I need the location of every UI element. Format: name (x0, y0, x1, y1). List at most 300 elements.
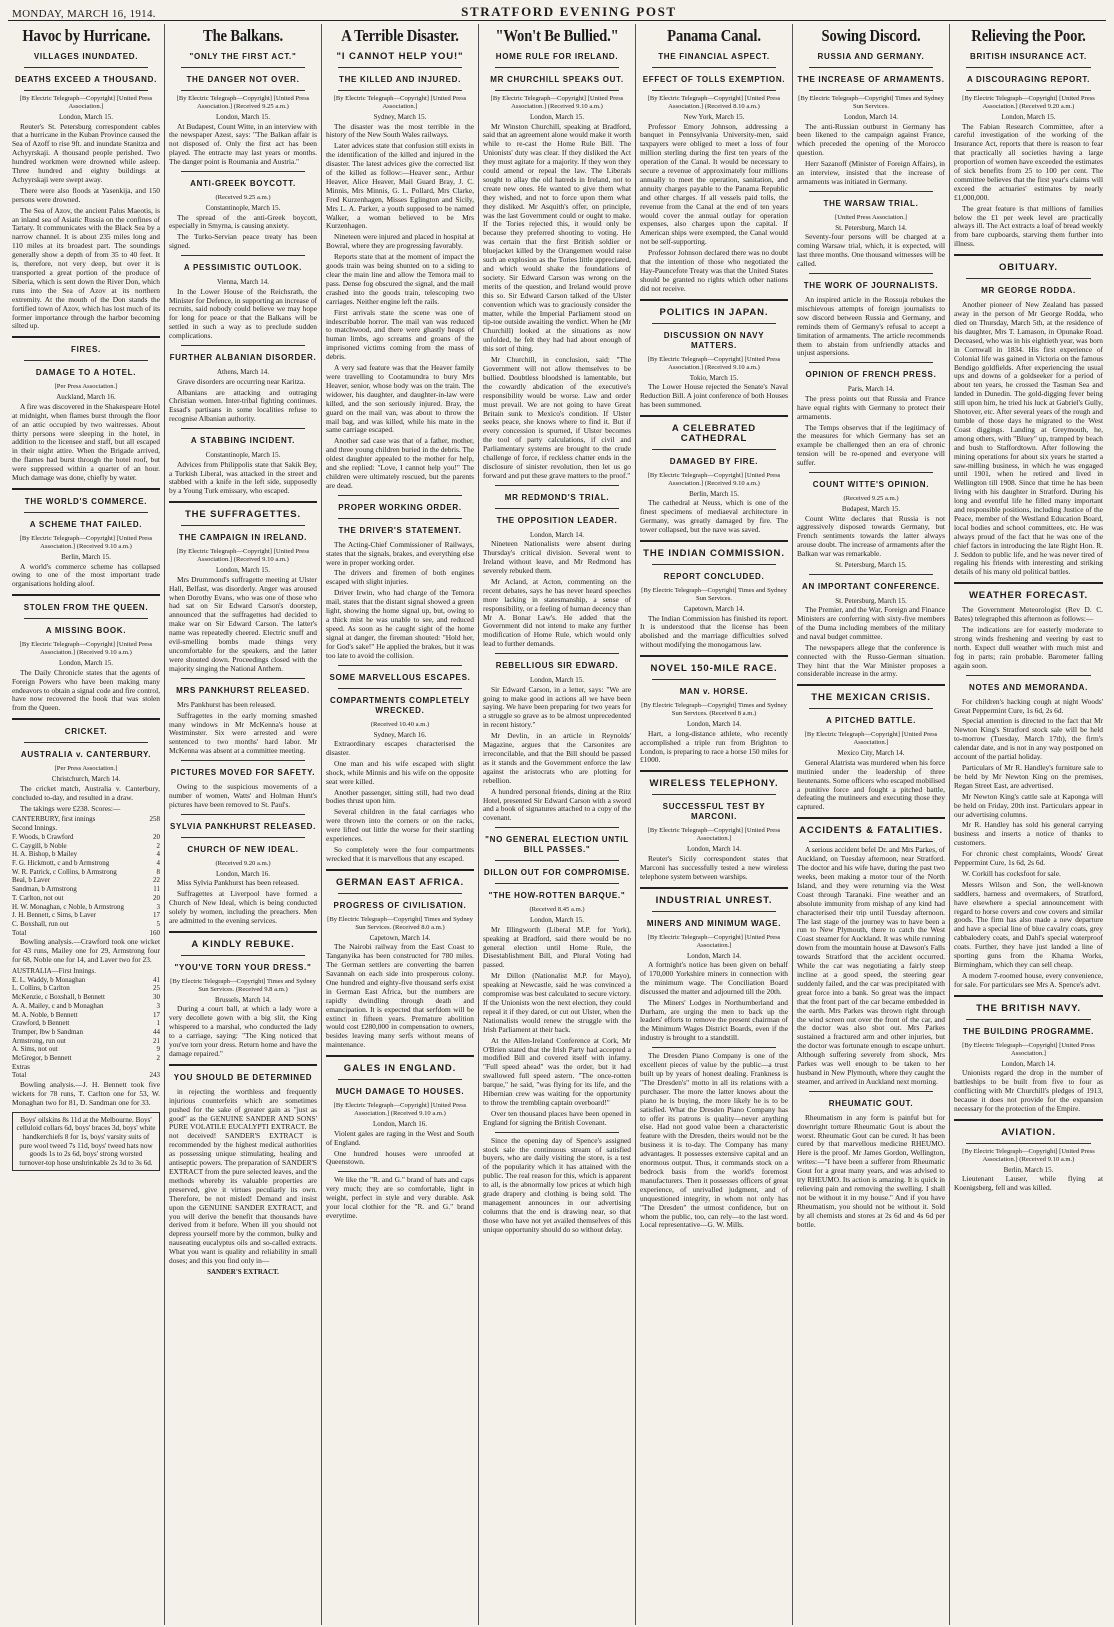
score-row (12, 1054, 160, 1063)
divider-rule (181, 345, 305, 346)
article-paragraph: Since the opening day of Spence's assigned stock sale the continuous stream of satisfied buyers, who are daily visiting the store, is a test of the popularity which it has attained with the public. The real reason for this, which is apparent to all, is the abnormally low prices at which high grade drapery and clothing is being sold. The management announces in our advertising columns that the end is drawing near, so that those who have not yet availed themselves of this unique opportunity should do so without delay. (483, 1135, 631, 1234)
column-body (483, 52, 631, 1235)
section-heading: A STABBING INCIDENT. (190, 436, 296, 446)
dateline: London, March 15. (215, 566, 271, 575)
article-paragraph: An inspired article in the Rossuja rebukes the mischievous attempts of foreign journalists to sow discord between Russia and Germany, and reminds them of Germany's refusal to accept a limitation of armaments. The article recommends them to abstain from unfriendly attacks and unjust aspersions. (797, 294, 945, 358)
article-paragraph: The spread of the anti-Greek boycott, especially in Smyrna, is causing anxiety. (169, 212, 317, 231)
section-heading: "THE HOW-ROTTEN BARQUE." (488, 891, 626, 901)
dateline: New York, March 15. (683, 113, 745, 121)
article-paragraph: Albanians are attacking and outraging Christian women. Inter-tribal fighting continues. Essad's partisans in some localities refuse to recognise Albanian authority. (169, 387, 317, 424)
wire-credit: [By Electric Telegraph—Copyright] [United Press Association.] (Received 9.10 a.m.) (647, 355, 781, 371)
divider-rule (338, 665, 462, 666)
player-name: CANTERBURY, first innings (12, 815, 96, 824)
article-paragraph: For children's hacking cough at night Woods' Great Peppermint Cure, 1s 6d, 2s 6d. (954, 696, 1103, 715)
article-paragraph: A world's commerce scheme has collapsed owing to one of the most important trade organisations holding aloof. (12, 561, 160, 589)
column-1 (8, 24, 165, 1625)
player-score: 3 (156, 902, 160, 911)
dateline: Capetown, March 14. (369, 933, 431, 942)
section-heading: RHEUMATIC GOUT. (828, 1098, 914, 1108)
dateline: London, March 16. (372, 1120, 428, 1129)
dateline: Tokio, March 15. (689, 373, 739, 382)
player-name: J. H. Bennett, c Sims, b Laver (12, 911, 96, 920)
score-row (12, 815, 160, 824)
section-heading: PROPER WORKING ORDER. (338, 502, 462, 512)
section-heading: "YOU'VE TORN YOUR DRESS." (174, 962, 312, 972)
player-name: Crawford, b Bennett (12, 1019, 70, 1028)
article-paragraph: So completely were the four compartments wrecked that it is marvellous that any escaped. (326, 845, 474, 863)
dateline: London, March 14. (686, 951, 742, 960)
article-paragraph: A serious accident befel Dr. and Mrs Parkes, of Auckland, on Tuesday afternoon, near Stratford. The doctor and his wife have, during the past two weeks, been making a motor tour of the North Island, and they were returning via the West Coast through Taranaki. Fine weather and an absolute immunity from mishap of any kind had characterised their trip until Tuesday afternoon. The last stage of the journey was to have been a run to New Plymouth, there to catch the West Coast steamer for Auckland. It was while running down from the mountain house at Dawson's Falls towards Stratford that the accident occurred. While the car was negotiating a fairly steep incline at a good speed, the steering gear suddenly failed, and the car was precipitated with great force into a bank. So great was the impact that the front part of the car became embedded in the earth. Mrs Parkes was thrown right through the wind screen out over the front of the car, and the doctor was also shot out. Mrs Parkes sustained a fractured arm and other injuries, but the doctor was fortunate enough to escape unhurt. Although suffering severely from shock, Mrs Parkes was well enough to be taken to her husband in New Plymouth, where they caught the steamer, and arrived in Auckland next morning. (797, 845, 945, 1086)
section-heading: CRICKET. (64, 727, 108, 737)
wire-credit: [By Electric Telegraph—Copyright] [United Press Association.] (Received 9.10 a.m.) (490, 95, 624, 110)
divider-rule (181, 90, 305, 91)
section-heading: NOVEL 150-MILE RACE. (650, 663, 778, 675)
divider-rule (495, 827, 619, 828)
section-heading: THE WORLD'S COMMERCE. (24, 497, 148, 506)
divider-rule (12, 594, 160, 596)
section-heading: MINERS AND MINIMUM WAGE. (646, 918, 782, 928)
article-paragraph: At the Allen-Ireland Conference at Cork, Mr O'Brien stated that the Irish Party had accepted a modified Bill and covered itself with infamy. "Full speed ahead" was the order, but it had swallowed full speed astern. "The once-rotten barque," he said, "was flying for its life, and the Hibernian crew was waiting for the opportunity to throw the trembling captain overboard!" (483, 1035, 631, 1107)
article-paragraph: Later advices state that confusion still exists in the identification of the killed and injured in the disaster. The latest advices give the corrected list of the killed as follow:—Heaver senr., Arthur Heaver, Alice Heaver, Mail Guard Bray, J. C. Minnis, Mrs Minnis, G. L. Pollard, Mrs Clarke, Fred Kurzenhagen, Misses Eglington and Sicily, Mrs L. A. Parker, a youth supposed to be named Walker, a woman believed to be Mrs Kurzenhagen. (326, 141, 474, 231)
divider-rule (640, 887, 788, 889)
wire-credit: [By Electric Telegraph—Copyright] [United Press Association.] (Received 9.10 a.m.) (176, 548, 310, 564)
section-heading: THE DRIVER'S STATEMENT. (338, 525, 462, 535)
section-heading: THE CAMPAIGN IN IRELAND. (178, 533, 308, 543)
article-paragraph: Hart, a long-distance athlete, who recently accomplished a triple run from Brighton to London, is preparing to race a horse 150 miles for £1000. (640, 728, 788, 765)
article-paragraph: There were also floods at Yasenkija, and 150 persons were drowned. (12, 185, 160, 204)
column-body (169, 52, 317, 1276)
column-7 (950, 24, 1107, 1625)
divider-rule (652, 67, 776, 68)
section-heading: A KINDLY REBUKE. (191, 938, 295, 950)
article-paragraph: Particulars of Mr R. Handley's furniture sale to be held by Mr Newton King on the premises, Regan Street East, are advertised. (954, 762, 1103, 790)
article-paragraph: Several children in the fatal carriages who were thrown into the corners or on the racks, were lifted out little the worse for their startling experiences. (326, 807, 474, 844)
dateline: Budapest, March 15. (841, 505, 901, 514)
player-name: McKenzie, c Boxshall, b Bennett (12, 993, 105, 1002)
column-body (954, 52, 1103, 1193)
article-paragraph: In the Lower House of the Reichsrath, the Minister for Defence, in supporting an increase of recruits, said nobody could believe we may hope for long for peace or that the Balkans will be settled in such a way as to preclude sudden complications. (169, 286, 317, 341)
divider-rule (338, 1079, 462, 1080)
score-row (12, 894, 160, 903)
section-heading: DAMAGE TO A HOTEL. (35, 368, 137, 378)
dateline: Christchurch, March 14. (51, 775, 121, 784)
article-paragraph: Miss Sylvia Pankhurst has been released. (177, 878, 299, 888)
dateline: Athens, March 14. (216, 368, 270, 377)
article-paragraph: Count Witte declares that Russia is not aggressively disposed towards Germany, but French sentiments towards the latter always arouse doubt. The increase of armaments after the Balkan war was remarkable. (797, 513, 945, 559)
wire-credit: [By Electric Telegraph—Copyright] [United Press Association.] (19, 95, 153, 110)
wire-credit: [By Electric Telegraph—Copyright] Times and Sydney Sun Services. (Received 9.8 a.m.) (170, 977, 316, 993)
dateline: Constantinople, March 15. (205, 451, 281, 460)
wire-credit: [By Electric Telegraph—Copyright] [United Press Association.] (647, 827, 781, 843)
player-name: AUSTRALIA—First Innings. (12, 967, 97, 976)
divider-rule (338, 893, 462, 894)
section-heading: SOME MARVELLOUS ESCAPES. (329, 672, 471, 682)
divider-rule (326, 869, 474, 871)
divider-rule (326, 1055, 474, 1057)
article-paragraph: Over ten thousand places have been opened in England for signing the British Covenant. (483, 1108, 631, 1127)
wire-credit: [By Electric Telegraph—Copyright] Times and Sydney Sun Services. (Received 8 a.m.) (641, 702, 787, 718)
divider-rule (640, 540, 788, 542)
divider-rule (640, 415, 788, 417)
column-headline: The Balkans. (202, 26, 284, 45)
score-table (12, 967, 160, 1080)
divider-rule (652, 911, 776, 912)
player-score: 30 (153, 993, 160, 1002)
section-heading: BRITISH INSURANCE ACT. (970, 52, 1087, 61)
score-row (12, 911, 160, 920)
divider-rule (495, 508, 619, 509)
article-paragraph: in rejecting the worthless and frequently injurious counterfeits which are sometimes pushed for the sake of greater gain as "just as good" as the GENUINE SANDER AND SONS' PURE VOLATILE EUCALYPTI EXTRACT. Be not deceived! SANDER'S EXTRACT is recommended by the highest medical authorities as possessing unique stimulating, healing and antiseptic powers. The preparation of SANDER'S EXTRACT from the pure selected leaves, and the methods whereby its valuable properties are preserved, give it virtues peculiarly its own. Therefore, be not misled! Demand and insist upon the GENUINE SANDER EXTRACT, and you will derive the benefit that thousands have derived from it before. When ill you should not depress yourself more by the common, bulky and nauseating eucalyptus oils and so-called extracts. What you want is quality and reliability in small doses; and this you find only in— (169, 1086, 317, 1266)
section-heading: SYLVIA PANKHURST RELEASED. (169, 821, 317, 831)
section-heading: REBELLIOUS SIR EDWARD. (495, 661, 619, 671)
column-body (640, 52, 788, 1230)
section-heading: AN IMPORTANT CONFERENCE. (802, 581, 940, 591)
wire-credit: [By Electric Telegraph—Copyright] Times and Sydney Sun Services. (Received 8.0 a.m.) (327, 915, 473, 931)
section-heading: MR REDMOND'S TRIAL. (504, 492, 610, 502)
player-name: Trumper, lbw b Sandman (12, 1027, 84, 1036)
section-heading: SUCCESSFUL TEST BY MARCONI. (662, 802, 766, 822)
article-paragraph: Owing to the suspicious movements of a number of women, Watts' and Holman Hunt's pictures have been removed to St. Paul's. (169, 782, 317, 809)
wire-credit: [By Electric Telegraph—Copyright] Times and Sydney Sun Services. (641, 587, 787, 603)
divider-rule (809, 191, 933, 192)
player-name: A. Sims, not out (12, 1045, 58, 1054)
wire-credit: [By Electric Telegraph—Copyright] [United Press Association.] (Received 9.10 a.m.) (19, 641, 153, 657)
section-heading: ACCIDENTS & FATALITIES. (799, 825, 943, 837)
article-paragraph: We like the "R. and G." brand of hats and caps very much; they are so comfortable, light in weight, perfect in style and very durable. Ask your local clothier for the "R. and G." brand everytime. (326, 1175, 474, 1220)
dateline: St. Petersburg, March 14. (835, 223, 907, 232)
article-paragraph: Special attention is directed to the fact that Mr Newton King's Stratford stock sale will be held to-morrow (Tuesday, March 17th), the firm's calendar date, and is not in any way postponed on account of the partial holiday. (954, 716, 1103, 762)
article-paragraph: First arrivals state the scene was one of indescribable horror. The mail van was reduced to matchwood, and there were ghastly heaps of human limbs, ago screams and groans of the imprisoned victims coming from the mass of debris. (326, 307, 474, 362)
section-heading: REPORT CONCLUDED. (663, 572, 765, 582)
divider-rule (24, 618, 148, 619)
dateline: Auckland, March 16. (56, 393, 116, 402)
divider-rule (169, 1064, 317, 1066)
player-score: 22 (153, 876, 160, 885)
wire-credit: [United Press Association.] (835, 213, 907, 221)
wire-credit: [By Electric Telegraph—Copyright] [United Press Association.] (Received 9.10 a.m.) (19, 535, 153, 550)
player-score: 17 (153, 911, 160, 920)
divider-rule (495, 90, 619, 91)
wire-credit: [By Electric Telegraph—Copyright] [United Press Association.] (Received 8.10 a.m.) (647, 95, 781, 110)
divider-rule (966, 1143, 1091, 1144)
score-row (12, 859, 160, 868)
wire-credit: [Per Press Association.] (54, 765, 118, 773)
article-paragraph: The indications are for easterly moderate to strong winds freshening and veering by east to north. Expect dull weather with much mist and fog in parts; rain probable. Barometer falling again soon. (954, 625, 1103, 670)
divider-rule (809, 90, 933, 91)
score-row (12, 967, 160, 976)
section-heading: DILLON OUT FOR COMPROMISE. (483, 868, 631, 878)
divider-rule (954, 1119, 1103, 1121)
article-paragraph: The cathedral at Neuss, which is one of the finest specimens of mediaeval architecture in Germany, was greatly damaged by fire. The tower collapsed, but the nave was saved. (640, 498, 788, 535)
divider-rule (169, 501, 317, 503)
divider-rule (495, 860, 619, 861)
issue-date: MONDAY, MARCH 16, 1914. (12, 8, 156, 20)
dateline: Berlin, March 15. (689, 489, 739, 498)
article-paragraph: The Acting-Chief Commissioner of Railways, states that the signals, brakes, and everything else were in proper working order. (326, 539, 474, 567)
divider-rule (797, 817, 945, 819)
section-heading: THE INCREASE OF ARMAMENTS. (797, 75, 945, 84)
player-name: McGregor, b Bennett (12, 1054, 72, 1063)
divider-rule (181, 428, 305, 429)
article-paragraph: Another sad case was that of a father, mother, and three young children buried in the debris. The oldest daughter appealed to the mother for help, and she replied: "Love, I cannot help you!" The children were ultimately rescued, but the parents are dead. (326, 436, 474, 490)
newspaper-title: STRATFORD EVENING POST (461, 4, 677, 19)
column-body (797, 52, 945, 1230)
article-paragraph: Another pioneer of New Zealand has passed away in the person of Mr George Rodda, who died on Thursday, March 5th, at the residence of his daughter, Mrs T. Lamason, in Opunake Road. Deceased, who was in his eightieth year, was born in Cornwall in 1834. His first experience of Colonial life was gained in Victoria on the famous Bendigo goldfields. After experiencing the usual ups and downs of a goldseeker for a period of about ten years, he crossed the Tasman Sea and landed in Dunedin. The gold-digging fever being still upon him, he tried his luck at Gabriel's Gully, Shotover, etc. After several years of the rough and tumble of those days he migrated to the West Coast diggings. Landing at Greymouth, he, among others, with "Bluey" up, tramped by beach and bush to Staffordtown. After following the mining operations for about six years he started a saw-milling business, in which he was engaged until 1901, when he retired and lived in Wellington till 1908. Since that time he has been living with his daughter in Stratford. During his long and eventful life he filled many important and responsible positions, including Justice of the Peace, member of the Westland Education Board, local bodies and school committees, etc. He was always proud of the fact that he was one of the chief factors in introducing the late Right Hon. R. J. Seddon to public life, and he was never tired of regaling his friends with interesting and striking details of his many old political battles. (954, 300, 1103, 577)
dateline: Brussels, March 14. (215, 995, 271, 1004)
divider-rule (338, 67, 462, 68)
divider-rule (954, 254, 1103, 256)
player-name: T. Carlton, not out (12, 893, 64, 902)
article-paragraph: One hundred houses were unroofed at Queenstown. (326, 1148, 474, 1167)
divider-rule (12, 718, 160, 720)
wire-credit: [By Electric Telegraph—Copyright] [United Press Association.] (647, 933, 781, 949)
article-paragraph: The Lower House rejected the Senate's Naval Reduction Bill. A joint conference of both Houses has been summoned. (640, 382, 788, 410)
section-heading: A MISSING BOOK. (45, 626, 127, 636)
article-paragraph: Lieutenant Lauser, while flying at Koenigsberg, fell and was killed. (954, 1174, 1103, 1193)
player-name: Total (12, 1071, 27, 1080)
article-paragraph: Violent gales are raging in the West and South of England. (326, 1128, 474, 1147)
article-paragraph: The Sea of Azov, the ancient Palus Maeotis, is an inland sea of Asiatic Russia on the confines of Tartary. It communicates with the Black Sea by a narrow channel. It is about 235 miles long and 110 miles at its broadest part. The soundings generally show a depth of from 35 to 40 feet. It is, therefore, not very deep, but over it is transported a great portion of the produce of Siberia, which is sent down the River Don, which runs into the Sea of Azov at its northern extremity. At the mouth of the Don stands the fortified town of Azov, which has lost much of its former importance through the harbor becoming silted up. (12, 205, 160, 331)
section-heading: EFFECT OF TOLLS EXEMPTION. (642, 75, 786, 84)
player-name: H. A. Bishop, b Mailey (12, 850, 78, 859)
wire-credit: [Per Press Association.] (54, 383, 118, 391)
section-heading: THE SUFFRAGETTES. (184, 509, 302, 521)
article-paragraph: A hundred personal friends, dining at the Ritz Hotel, presented Sir Edward Carson with a sword and a book of signatures attached to a copy of the covenant. (483, 786, 631, 823)
section-heading: THE FINANCIAL ASPECT. (658, 52, 770, 61)
player-score: 8 (156, 867, 160, 876)
dateline: Capetown, March 14. (683, 605, 745, 614)
divider-rule (495, 67, 619, 68)
divider-rule (652, 564, 776, 565)
section-heading: A DISCOURAGING REPORT. (966, 75, 1091, 84)
player-name: E. L. Waddy, b Monaghan (12, 975, 86, 984)
dateline: London, March 15. (215, 113, 271, 121)
article-paragraph: The cricket match, Australia v. Canterbury, concluded to-day, and resulted in a draw. (12, 783, 160, 802)
column-headline: Relieving the Poor. (971, 26, 1086, 45)
score-row (12, 833, 160, 842)
article-paragraph: General Alatrista was murdered when his force mutinied under the leadership of three lieutenants. Some officers who escaped mobilised a punitive force and fought a pitched battle, defeating the mutineers and executing those they captured. (797, 757, 945, 812)
player-score: 3 (156, 1001, 160, 1010)
section-heading: STOLEN FROM THE QUEEN. (23, 603, 149, 613)
column-6 (793, 24, 950, 1625)
divider-rule (966, 675, 1091, 676)
article-paragraph: The newspapers allege that the conference is connected with the Russo-German situation. They hint that the War Minister proposes a considerable increase in the army. (797, 642, 945, 679)
divider-rule (181, 255, 305, 256)
divider-rule (652, 449, 776, 450)
article-paragraph: Messrs Wilson and Son, the well-known saddlers, harness and overmakers, of Stratford, have elsewhere a special announcement with regard to horse covers and cow covers and similar goods. The firm has also made a new departure and have a special line of blue cavalry coats, grey cabbalodery coats, and Dahl's special waterproof coats. Further, they have just landed a line of sporting guns from the Khama Works, Birmingham, which they can sell cheap. (954, 879, 1103, 969)
column-body (326, 52, 474, 1221)
player-name: C. Caygill, b Noble (12, 841, 67, 850)
divider-rule (809, 273, 933, 274)
divider-rule (12, 336, 160, 338)
wire-credit: (Received 10.40 a.m.) (370, 720, 430, 728)
player-name: A. A. Mailey, c and b Monaghan (12, 1001, 104, 1010)
section-heading: YOU SHOULD BE DETERMINED (173, 1072, 313, 1082)
section-heading: PROGRESS OF CIVILISATION. (333, 900, 467, 910)
divider-rule (954, 995, 1103, 997)
divider-rule (966, 67, 1091, 68)
section-heading: A SCHEME THAT FAILED. (29, 520, 143, 529)
article-paragraph: The disaster was the most terrible in the history of the New South Wales railways. (326, 121, 474, 140)
divider-rule (24, 360, 148, 361)
wire-credit: [By Electric Telegraph—Copyright] [United Press Association.] (Received 9.10 a.m.) (333, 1102, 467, 1118)
score-row (12, 1037, 160, 1046)
section-heading: "ONLY THE FIRST ACT." (189, 52, 297, 61)
dateline: Paris, March 14. (847, 385, 895, 394)
dateline: Mexico City, March 14. (837, 749, 905, 758)
article-paragraph: Mr Illingworth (Liberal M.P. for York), speaking at Bradford, said there would be no general election until Home Rule, the Disestablishment Bill, and Plural Voting had passed. (483, 924, 631, 970)
section-heading: MAN v. HORSE. (679, 687, 749, 697)
divider-rule (652, 323, 776, 324)
article-paragraph: Mr Churchill, in conclusion, said: "The Government will not allow themselves to be bullied. Doubtless bloodshed is lamentable, but the cowardly abdication of the executive's responsibility would be worse. Law and order must prevail. We are not going to have Great Britain sunk to Mexico's condition. If Ulster seeks peace, she knows where to find it. But if every concession is spurned, if Ulster becomes the tool of party calculations, if civil and Parliamentary systems are brought to the crude challenge of force, if reckless chatter ends in the disclosure of sinister revolution, then let us go forward and put these grave matters to the proof." (483, 355, 631, 480)
divider-rule (640, 299, 788, 301)
score-row (12, 1045, 160, 1054)
divider-rule (338, 495, 462, 496)
advertisement (12, 1112, 160, 1172)
article-paragraph: Mr Devlin, in an article in Reynolds' Magazine, argues that the Carsonites are irreconcilable, and that the Bill should be passed as it stands and the Government enforce the law against the aristocrats who are plotting for rebellion. (483, 731, 631, 785)
score-row (12, 1063, 160, 1072)
section-heading: THE KILLED AND INJURED. (338, 75, 462, 84)
player-score: 2 (156, 1054, 160, 1063)
divider-rule (181, 171, 305, 172)
section-heading: A PITCHED BATTLE. (825, 716, 917, 726)
player-score: 25 (153, 984, 160, 993)
divider-rule (181, 67, 305, 68)
section-heading: OBITUARY. (999, 262, 1058, 274)
divider-rule (181, 955, 305, 956)
section-heading: MRS PANKHURST RELEASED. (176, 685, 310, 695)
divider-rule (809, 574, 933, 575)
section-heading: AVIATION. (1001, 1126, 1056, 1138)
dateline: London, March 14. (843, 113, 899, 121)
player-name: W. R. Patrick, c Collins, b Armstrong (12, 867, 117, 876)
section-heading: ANTI-GREEK BOYCOTT. (190, 179, 296, 189)
dateline: Constantinople, March 15. (205, 204, 281, 213)
article-paragraph: Mr Acland, at Acton, commenting on the recent debates, says he has never heard speeches more lacking in statesmanship, a sense of responsibility, or a feeling of human decency than Mr A. Bonar Law's. He added that the Government did not intend to make any further modification of Home Rule, which would only lead to further demands. (483, 576, 631, 649)
score-row (12, 1011, 160, 1020)
divider-rule (652, 679, 776, 680)
article-paragraph: Grave disorders are occurring near Karitza. (177, 376, 306, 386)
divider-rule (24, 90, 148, 91)
wire-credit: (Received 9.25 a.m.) (843, 495, 899, 503)
player-name: Total (12, 928, 27, 937)
article-paragraph: Bowling analysis.—Crawford took one wicket for 43 runs, Mailey one for 29, Armstrong four for 68, Noble one for 14, and Laver two for 23. (12, 937, 160, 965)
article-paragraph: The Miners' Lodges in Northumberland and Durham, are urging the men to back up the leaders' efforts to remove the present chairman of the Minimum Wages District Boards, even if the industry is brought to a standstill. (640, 997, 788, 1043)
player-score: 44 (153, 1027, 160, 1036)
section-heading: POLITICS IN JAPAN. (659, 306, 769, 318)
article-paragraph: Another passenger, sitting still, had two dead bodies thrust upon him. (326, 787, 474, 806)
section-heading: MR GEORGE RODDA. (981, 286, 1076, 296)
player-score: 5 (156, 919, 160, 928)
column-headline: A Terrible Disaster. (341, 26, 459, 45)
player-name: M. A. Noble, b Bennett (12, 1010, 78, 1019)
article-paragraph: Unionists regard the drop in the number of battleships to be built from five to four as conflicting with Mr Churchill's pledges of 1913, because it does not provide for the expansion necessary for the protection of the Empire. (954, 1068, 1103, 1113)
divider-rule (809, 708, 933, 709)
article-paragraph: Mrs Pankhurst has been released. (177, 699, 276, 709)
article-paragraph: Seventy-four persons will be charged at a coming Warsaw trial, which, it is expected, will last three months. One thousand witnesses will be called. (797, 232, 945, 269)
section-heading: FIRES. (71, 345, 101, 355)
section-heading: COUNT WITTE'S OPINION. (812, 480, 930, 490)
article-paragraph: The Turko-Servian peace treaty has been signed. (169, 232, 317, 251)
divider-rule (495, 485, 619, 486)
column-2 (165, 24, 322, 1625)
player-name: Beal, b Laver (12, 876, 50, 885)
score-row (12, 1002, 160, 1011)
column-headline: Sowing Discord. (821, 26, 921, 45)
score-row (12, 1019, 160, 1028)
divider-rule (640, 770, 788, 772)
section-heading: PICTURES MOVED FOR SAFETY. (170, 768, 316, 778)
divider-rule (181, 760, 305, 761)
wire-credit: [By Electric Telegraph—Copyright] [United Press Association.] (Received 9.10 a.m.) (962, 1147, 1095, 1163)
player-name: F. Woods, b Crawford (12, 832, 74, 841)
player-score: 4 (156, 850, 160, 859)
player-name: L. Collins, b Carlton (12, 984, 70, 993)
article-paragraph: Bowling analysis.—J. H. Bennett took five wickets for 78 runs, T. Carlton one for 53, W. Monaghan two for 81, D. Sandman one for 33. (12, 1080, 160, 1107)
player-score: 160 (149, 928, 160, 937)
dateline: St. Petersburg, March 15. (835, 561, 907, 570)
article-paragraph: Suffragettes in the early morning smashed many windows in Mr McKenna's house at Westminster. Six were arrested and were sentenced to two months' hard labor. Mr McKenna was absent at a committee meeting. (169, 710, 317, 756)
section-heading: WEATHER FORECAST. (968, 590, 1089, 602)
article-paragraph: A very sad feature was that the Heaver family were travelling to Cootamundra to bury Mrs Heaver, senior, whose body was on the train. The widower, his daughter, and daughter-in-law were killed, and the son seriously injured. Bray, the guard on the mail van, was about to throw the mail bag, and was killed, while his mate in the same carriage escaped. (326, 363, 474, 435)
player-score: 4 (156, 858, 160, 867)
score-row (12, 850, 160, 859)
divider-rule (797, 684, 945, 686)
divider-rule (338, 688, 462, 689)
article-paragraph: A fortnight's notice has been given on behalf of 170,000 Yorkshire miners in connection with the minimum wage. The Conciliation Board discussed the matter and adjourned till the 20th. (640, 960, 788, 996)
article-paragraph: The Daily Chronicle states that the agents of Foreign Powers who have been making many endeavors to obtain a signal code and fire control, have now recovered the book that was stolen from the Queen. (12, 667, 160, 713)
article-paragraph: Nineteen were injured and placed in hospital at Bowral, where they are progressing favorably. (326, 232, 474, 251)
player-name: Armstrong, run out (12, 1036, 66, 1045)
dateline: London, March 14. (686, 845, 742, 854)
dateline: London, March 15. (529, 676, 585, 685)
player-name: H. W. Monaghan, c Noble, b Armstrong (12, 902, 124, 911)
score-row (12, 984, 160, 993)
article-paragraph: Reuter's St. Petersburg correspondent cables that a hurricane in the Kuban Province caused the Sea of Azoff to rise 9ft. and inundate Stanitza and Achyyrskaji. A thousand people perished. Two hundred workmen were drowned while asleep. Three hundred and eighty buildings at Achyyrskaji were swept away. (12, 121, 160, 184)
article-paragraph: The Temps observes that if the legitimacy of the measures for which Germany has set an example be challenged then an era of chronic tension will be re-opened and everyone will suffer. (797, 422, 945, 468)
divider-rule (495, 1132, 619, 1133)
score-row (12, 929, 160, 938)
article-paragraph: Reuter's Sicily correspondent states that Marconi has successfully tested a new wireless telephone system between warships. (640, 853, 788, 881)
column-headline: Havoc by Hurricane. (22, 26, 151, 45)
divider-rule (809, 472, 933, 473)
section-heading: AUSTRALIA v. CANTERBURY. (20, 750, 152, 760)
wire-credit: [By Electric Telegraph—Copyright] Times and Sydney Sun Services. (798, 95, 944, 110)
divider-rule (338, 518, 462, 519)
section-heading: A PESSIMISTIC OUTLOOK. (183, 263, 303, 273)
player-name: F. G. Hickmott, c and b Armstrong (12, 858, 110, 867)
article-paragraph: Professor Johnson declared there was no doubt that the intention of those who negotiated the Hay-Pauncefote Treaty was that the United States should be granted no rights which other nations did not receive. (640, 248, 788, 293)
section-heading: RUSSIA AND GERMANY. (817, 52, 925, 61)
dateline: Berlin, March 15. (61, 553, 111, 561)
divider-rule (809, 362, 933, 363)
article-paragraph: A fire was discovered in the Shakespeare Hotel at midnight, when flames burst through the floor of an attic occupied by two waitresses. About thirty persons were sleeping in the hotel, in addition to the licensee and staff, but all escaped in their night attire. When the Brigade arrived, the flames had burst through the hotel roof, but were suppressed within a quarter of an hour. Much damage was done, chiefly by water. (12, 401, 160, 483)
article-paragraph: Herr Sazanoff (Minister of Foreign Affairs), in an interview, insisted that the increase of armaments was initiated in Germany. (797, 159, 945, 186)
dateline: London, March 14. (529, 530, 585, 539)
wire-credit: (Received 8.45 a.m.) (529, 906, 585, 914)
divider-rule (12, 488, 160, 490)
player-name: Second Innings. (12, 824, 58, 833)
divider-rule (652, 1047, 776, 1048)
masthead (8, 4, 1106, 21)
article-paragraph: Advices from Philippolis state that Sakik Bey, a Turkish Liberal, was attacked in the street and stabbed with a knife in the left side, supposedly by a Young Turk emissary, who escaped. (169, 459, 317, 496)
score-row (12, 993, 160, 1002)
article-paragraph: One man and his wife escaped with slight shock, while Minnis and his wife on the opposite seat were killed. (326, 758, 474, 786)
divider-rule (809, 1091, 933, 1092)
article-paragraph: For chronic chest complaints, Woods' Great Peppermint Cure, 1s 6d, 2s 6d. (954, 849, 1103, 868)
divider-rule (338, 1171, 462, 1172)
dateline: London, March 14. (1001, 1059, 1056, 1068)
